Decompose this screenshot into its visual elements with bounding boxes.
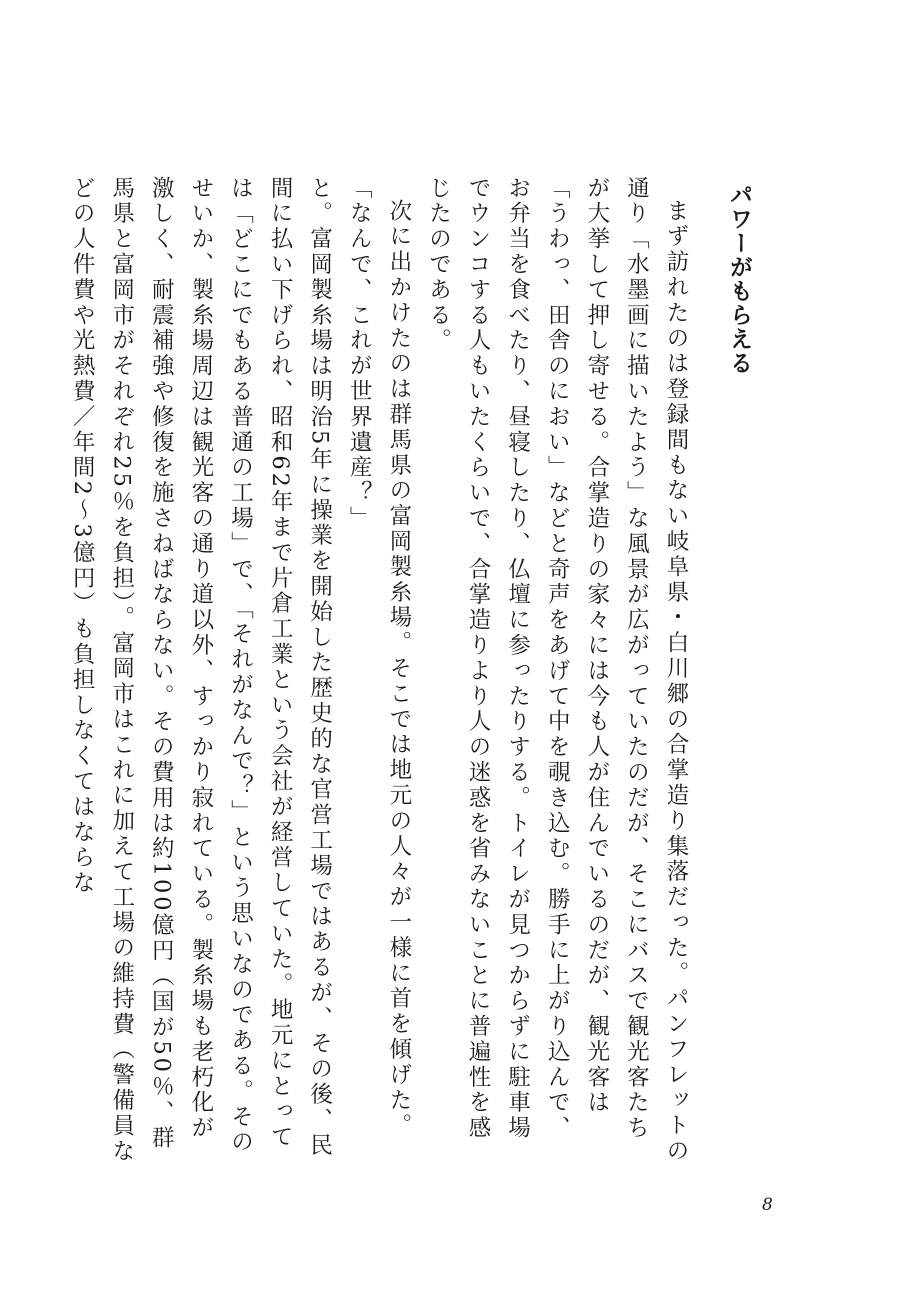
quote-paragraph: 「なんで、これが世界遺産？」 — [346, 176, 373, 532]
paragraph: まず訪れたのは登録間もない岐阜県・白川郷の合掌造り集落だった。パンフレットの通り「水墨画に描いたよう」な風景が広がっていたのだが、そこにバスで観光客たちが大挙して押し寄せる。合掌造りの家々には今も人が住んでいるのだが、観光客は「うわっ、田舎のにおい」などと奇声をあげて中を覗き込む。勝手に上がり込んで、お弁当を食べたり、昼寝したり、仏壇に参ったりする。トイレが見つからずに駐車場でウンコする人もいたくらいで、合掌造りより人の迷惑を省みないことに普遍性を感じたのである。 — [425, 176, 689, 1164]
body-text — [62, 176, 696, 1166]
section-heading: パワーがもらえる — [726, 183, 752, 375]
paragraph: 次に出かけたのは群馬県の富岡製糸場。そこでは地元の人々が一様に首を傾げた。 — [385, 198, 412, 1139]
paragraph: と。富岡製糸場は明治5年に操業を開始した歴史的な官営工場ではあるが、その後、民間に払い下げられ、昭和62年まで片倉工業という会社が経営していた。地元にとっては「どこにでもある普通の工場」で、「それがなんで？」という思いなのである。そのせいか、製糸場周辺は観光客の通り道以外、すっかり寂れている。製糸場も老朽化が激しく、耐震補強や修復を施さねばならない。その費用は約100億円（国が50％、群馬県と富岡市がそれぞれ25％を負担）。富岡市はこれに加えて工場の維持費（警備員などの人件費や光熱費／年間2～3億円）も負担しなくてはならな — [69, 176, 333, 1165]
page-number: 8 — [762, 1195, 773, 1215]
